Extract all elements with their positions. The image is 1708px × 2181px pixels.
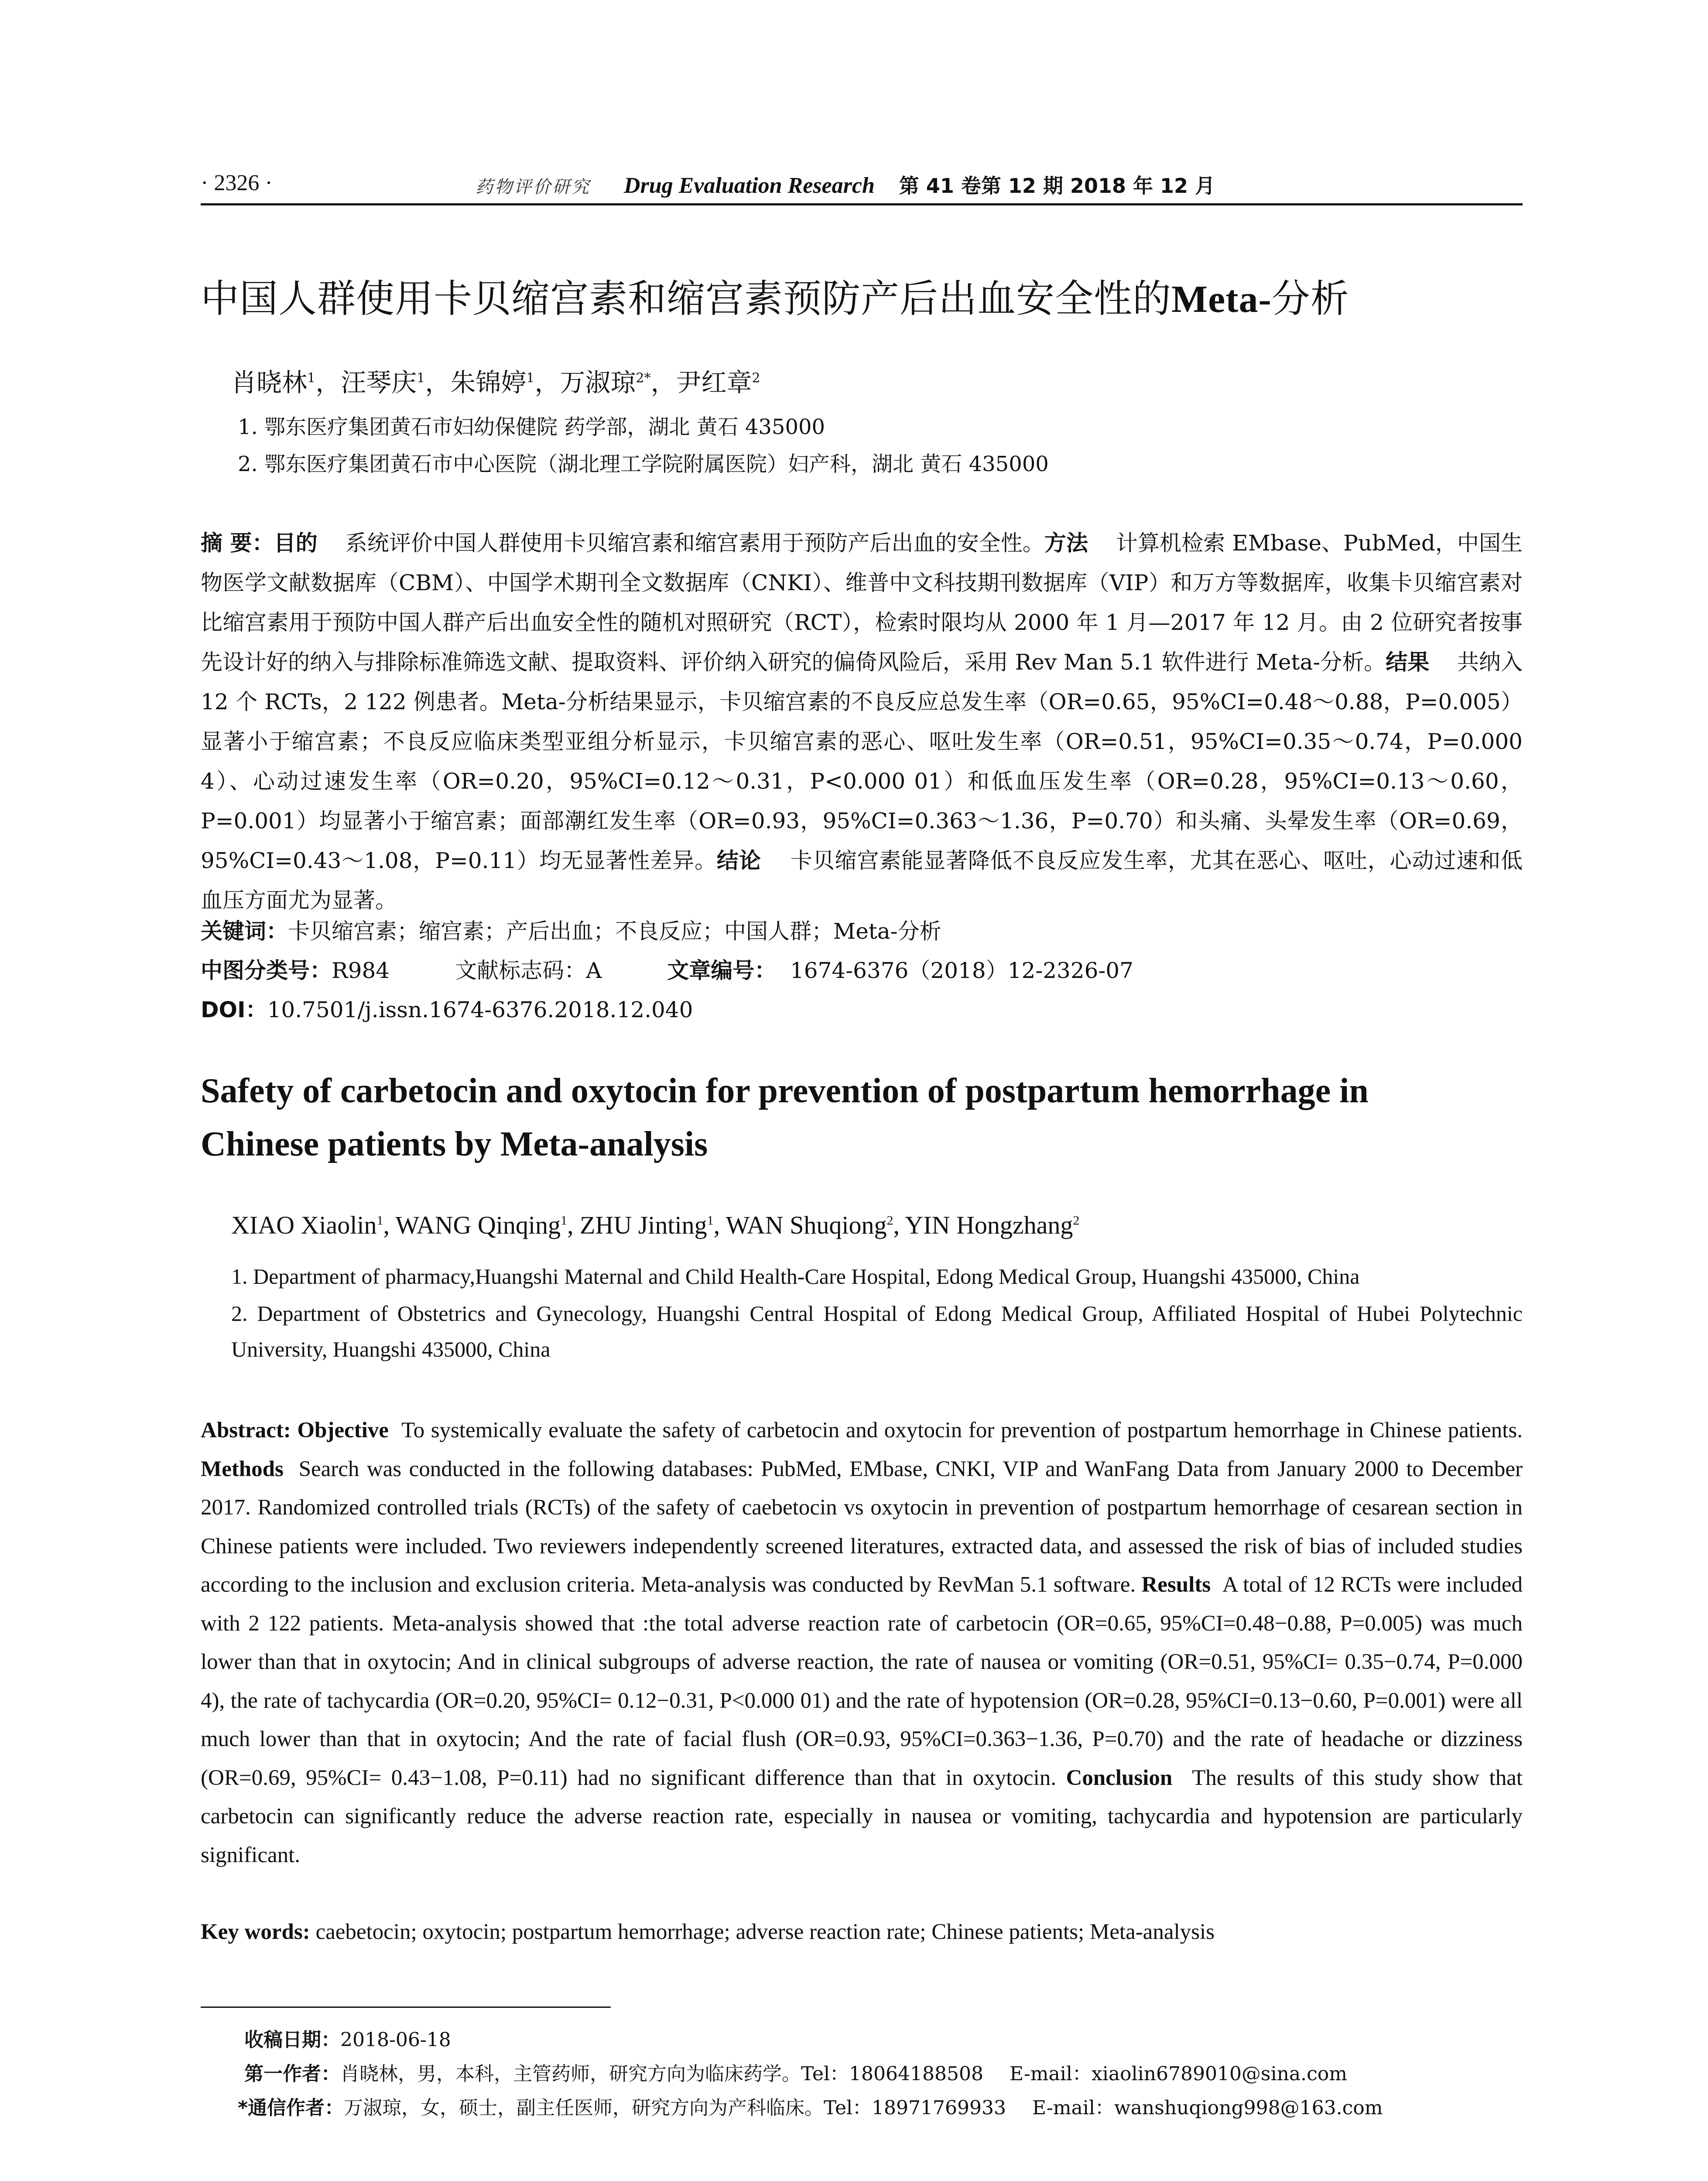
running-header: [201, 170, 1523, 205]
footnote-rule: [201, 2007, 611, 2008]
chinese-affiliation-1: 1. 鄂东医疗集团黄石市妇幼保健院 药学部，湖北 黄石 435000: [238, 415, 825, 439]
english-abstract: Abstract: Objective To systemically evaluate the safety of carbetocin and oxytocin for prevention of postpartum hemorrhage in Chinese patients. Methods Search was conducted in the following databases: PubMed, EMbase, CNKI, VIP and WanFang Data from January 2000 to December 2017. Randomized controlled trials (RCTs) of the safety of caebetocin vs oxytocin in prevention of postpartum hemorrhage of cesarean section in Chinese patients were included. Two reviewers independently screened literatures, extracted data, and assessed the risk of bias of included studies according to the inclusion and exclusion criteria. Meta-analysis was conducted by RevMan 5.1 software. Results A total of 12 RCTs were included with 2 122 patients. Meta-analysis showed that :the total adverse reaction rate of carbetocin (OR=0.65, 95%CI=0.48−0.88, P=0.005) was much lower than that in oxytocin; And in clinical subgroups of adverse reaction, the rate of nausea or vomiting (OR=0.51, 95%CI= 0.35−0.74, P=0.000 4), the rate of tachycardia (OR=0.20, 95%CI= 0.12−0.31, P<0.000 01) and the rate of hypotension (OR=0.28, 95%CI=0.13−0.60, P=0.001) were all much lower than that in oxytocin; And the rate of facial flush (OR=0.93, 95%CI=0.363−1.36, P=0.70) and the rate of headache or dizziness (OR=0.69, 95%CI= 0.43−1.08, P=0.11) had no significant difference than that in oxytocin. Conclusion The results of this study show that carbetocin can significantly reduce the adverse reaction rate, especially in nausea or vomiting, tachycardia and hypotension are particularly significant.: [201, 1418, 1523, 1867]
chinese-keywords: 关键词：卡贝缩宫素；缩宫素；产后出血；不良反应；中国人群；Meta-分析: [201, 919, 941, 944]
journal-name: Drug Evaluation Research: [623, 173, 875, 198]
footnote-corresponding: *通信作者：万淑琼，女，硕士，副主任医师，研究方向为产科临床。Tel：18971769933 E-mail：wanshuqiong998@163.com: [238, 2097, 1383, 2119]
issue-info: 第 41 卷第 12 期 2018 年 12 月: [899, 174, 1215, 198]
chinese-affiliation-2: 2. 鄂东医疗集团黄石市中心医院（湖北理工学院附属医院）妇产科，湖北 黄石 435000: [238, 452, 1049, 476]
page-number: · 2326 ·: [201, 171, 273, 195]
chinese-title: 中国人群使用卡贝缩宫素和缩宫素预防产后出血安全性的Meta-分析: [201, 276, 1349, 321]
english-affiliation-2: 2. Department of Obstetrics and Gynecology, Huangshi Central Hospital of Edong Medical Group, Affiliated Hospital of Hubei Polytechnic University, Huangshi 435000, China: [231, 1301, 1523, 1361]
english-affiliation-1: 1. Department of pharmacy,Huangshi Maternal and Child Health-Care Hospital, Edong Medical Group, Huangshi 435000, China: [231, 1264, 1360, 1289]
footnote-received: 收稿日期：2018-06-18: [244, 2029, 451, 2051]
english-authors: XIAO Xiaolin$^1$, WANG Qinqing$^1$, ZHU Jinting$^1$, WAN Shuqiong$^2$, YIN Hongzhang$^2$: [231, 1211, 1080, 1239]
english-keywords: Key words: caebetocin; oxytocin; postpartum hemorrhage; adverse reaction rate; Chinese patients; Meta-analysis: [201, 1920, 1215, 1944]
classification-line: 中图分类号：R984 文献标志码：A 文章编号： 1674-6376（2018）12-2326-07: [201, 958, 1133, 983]
header-rule: [201, 203, 1523, 205]
doi-line: DOI：10.7501/j.issn.1674-6376.2018.12.040: [201, 997, 693, 1022]
footnote-first-author: 第一作者：肖晓林，男，本科，主管药师，研究方向为临床药学。Tel：18064188508 E-mail：xiaolin6789010@sina.com: [244, 2063, 1348, 2085]
chinese-abstract: 摘 要：目的 系统评价中国人群使用卡贝缩宫素和缩宫素用于预防产后出血的安全性。方法 计算机检索 EMbase、PubMed，中国生物医学文献数据库（CBM）、中国学术期刊全文数据库（CNKI）、维普中文科技期刊数据库（VIP）和万方等数据库，收集卡贝缩宫素对比缩宫素用于预防中国人群产后出血安全性的随机对照研究（RCT），检索时限均从 2000 年 1 月—2017 年 12 月。由 2 位研究者按事先设计好的纳入与排除标准筛选文献、提取资料、评价纳入研究的偏倚风险后，采用 Rev Man 5.1 软件进行 Meta-分析。结果 共纳入 12 个 RCTs，2 122 例患者。Meta-分析结果显示，卡贝缩宫素的不良反应总发生率（OR=0.65，95%CI=0.48～0.88，P=0.005）显著小于缩宫素；不良反应临床类型亚组分析显示，卡贝缩宫素的恶心、呕吐发生率（OR=0.51，95%CI=0.35～0.74，P=0.000 4）、心动过速发生率（OR=0.20，95%CI=0.12～0.31，P<0.000 01）和低血压发生率（OR=0.28，95%CI=0.13～0.60，P=0.001）均显著小于缩宫素；面部潮红发生率（OR=0.93，95%CI=0.363～1.36，P=0.70）和头痛、头晕发生率（OR=0.69，95%CI=0.43～1.08，P=0.11）均无显著性差异。结论 卡贝缩宫素能显著降低不良反应发生率，尤其在恶心、呕吐，心动过速和低血压方面尤为显著。: [201, 530, 1523, 913]
journal-logo: 药物评价研究: [476, 177, 591, 197]
chinese-authors: 肖晓林$^1$，汪琴庆$^1$，朱锦婷$^1$，万淑琼$^{2*}$，尹红章$^2$: [231, 368, 760, 397]
english-title: Safety of carbetocin and oxytocin for prevention of postpartum hemorrhage in Chinese patients by Meta-analysis: [201, 1072, 1369, 1163]
header-center: [476, 170, 1215, 199]
